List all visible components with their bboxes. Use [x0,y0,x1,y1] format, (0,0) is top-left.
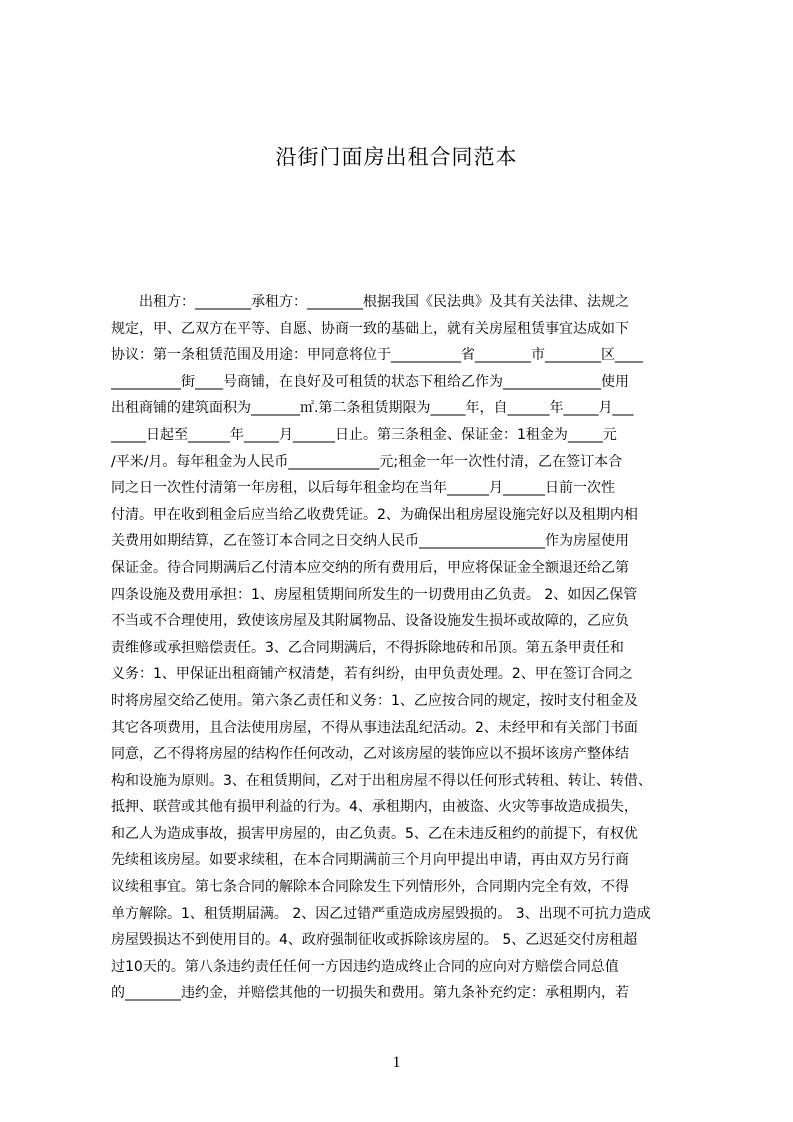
body-line: 其它各项费用，且合法使用房屋，不得从事违法乱纪活动。2、未经甲和有关部门书面 [111,719,638,736]
body-line: 关费用如期结算，乙在签订本合同之日交纳人民币__________________作为房屋使用 [111,533,629,550]
body-line: 和乙人为造成事故，损害甲房屋的，由乙负责。5、乙在未违反租约的前提下，有权优 [111,825,638,842]
body-line: 出租方：________承租方：________根据我国《民法典》及其有关法律、法规之 [111,294,629,310]
body-line: 同意，乙不得将房屋的结构作任何改动，乙对该房屋的装饰应以不损坏该房产整体结 [111,746,629,763]
contract-body [111,289,699,1015]
body-line: 构和设施为原则。3、在租赁期间，乙对于出租房屋不得以任何形式转租、转让、转借、 [111,772,652,789]
body-line: 议续租事宜。第七条合同的解除本合同除发生下列情形外，合同期内完全有效，不得 [111,879,629,896]
body-line: 付清。甲在收到租金后应当给乙收费凭证。2、为确保出租房屋设施完好以及租期内相 [111,506,638,523]
body-line: 先续租该房屋。如要求续租，在本合同期满前三个月向甲提出申请，再由双方另行商 [111,852,629,869]
body-line: 单方解除。1、租赁期届满。 2、因乙过错严重造成房屋毁损的。 3、出现不可抗力造成 [111,905,651,922]
body-line: 时将房屋交给乙使用。第六条乙责任和义务：1、乙应按合同的规定，按时支付租金及 [111,692,638,709]
body-line: 保证金。待合同期满后乙付清本应交纳的所有费用后，甲应将保证金全额退还给乙第 [111,559,629,576]
body-line: 义务：1、甲保证出租商铺产权清楚，若有纠纷，由甲负责处理。2、甲在签订合同之 [111,666,633,683]
body-line: 责维修或承担赔偿责任。3、乙合同期满后，不得拆除地砖和吊顶。第五条甲责任和 [111,639,624,656]
body-line: 抵押、联营或其他有损甲利益的行为。4、承租期内，由被盗、火灾等事故造成损失， [111,799,638,816]
body-line: 的________违约金，并赔偿其他的一切损失和费用。第九条补充约定：承租期内，若 [111,985,629,1002]
body-line: 过10天的。第八条违约责任任何一方因违约造成终止合同的应向对方赔偿合同总值 [111,958,619,975]
body-line: 规定，甲、乙双方在平等、自愿、协商一致的基础上，就有关房屋租赁事宜达成如下 [111,320,629,337]
page-number: 1 [392,1054,401,1071]
body-line: 四条设施及费用承担：1、房屋租赁期间所发生的一切费用由乙负责。 2、如因乙保管 [111,586,638,603]
body-line: 出租商铺的建筑面积为_______㎡.第二条租赁期限为_____年，自______年_____月___ [111,400,634,417]
document-title: 沿街门面房出租合同范本 [275,145,518,169]
body-line: 同之日一次性付清第一年房租，以后每年租金均在当年______月______日前一次性 [111,480,615,497]
body-line: /平米/月。每年租金为人民币_____________元;租金一年一次性付清，乙在签订本合 [111,453,623,470]
body-line: 房屋毁损达不到使用目的。4、政府强制征收或拆除该房屋的。 5、乙迟延交付房租超 [111,932,638,949]
body-line: __________街____号商铺，在良好及可租赁的状态下租给乙作为______________使用 [111,373,629,390]
body-line: 协议：第一条租赁范围及用途：甲同意将位于__________省________市________区____ [111,347,643,364]
body-line: 不当或不合理使用，致使该房屋及其附属物品、设备设施发生损坏或故障的，乙应负 [111,613,629,630]
body-line: _____日起至______年_____月______日止。第三条租金、保证金：1租金为_____元 [111,426,617,443]
